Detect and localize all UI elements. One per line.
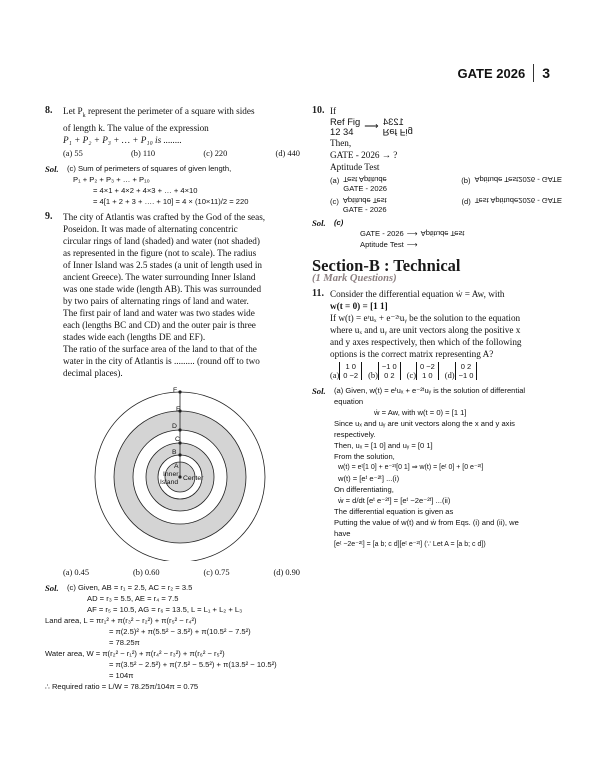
stem-line: The city of Atlantis was crafted by the God of the seas, <box>63 211 266 222</box>
solution-answer: (c) <box>334 218 344 227</box>
section-subtitle: (1 Mark Questions) <box>312 273 397 285</box>
then-label: Then, <box>330 138 352 148</box>
options-row <box>63 148 300 160</box>
option-d[interactable]: (d) 0.90 <box>273 567 300 577</box>
option-c[interactable]: (c) Aptitude Test GATE - 2026 <box>330 196 387 214</box>
stem-line: options is the correct matrix representing A? <box>330 349 494 360</box>
question-8 <box>45 105 300 160</box>
code-output-source: Ref Fig <box>382 127 413 138</box>
label-center: Center <box>183 474 204 482</box>
solution-tag: Sol. <box>45 163 59 174</box>
option-b[interactable]: (b) −1 0 0 2 <box>368 362 401 382</box>
stem-line: was one stade wide (length AB). This was surrounded <box>63 283 262 294</box>
expression: P₁ + P₂ + P₃ + … + P₁₀ is ........ <box>63 134 182 145</box>
option-b[interactable]: (b) 110 <box>131 148 156 158</box>
options-row <box>330 362 562 382</box>
solution-line: = π(3.5² − 2.5²) + π(7.5² − 5.5²) + π(13.5² − 10.5²) <box>109 659 277 669</box>
solution-line: ẇ = Aw, with w(t = 0) = [1 1] <box>374 408 467 418</box>
stem-if: If <box>330 106 337 116</box>
stem-line: of Inner Island was 2.5 stades (a unit of length used in <box>63 259 263 270</box>
question-body <box>330 105 562 214</box>
option-a[interactable]: (a) 1 0 0 −2 <box>330 362 362 382</box>
option-d[interactable]: (d) 0 2 −1 0 <box>445 362 478 382</box>
page-header <box>458 63 550 83</box>
solution-line: equation <box>334 397 364 407</box>
options-row <box>63 567 300 579</box>
left-column <box>45 105 300 692</box>
solution-line: respectively. <box>334 430 376 440</box>
atlantis-rings-figure <box>45 383 300 561</box>
option-b[interactable]: (b) 0.60 <box>133 567 160 577</box>
label-e: E <box>176 405 181 413</box>
solution-11 <box>312 385 562 550</box>
solution-tag: Sol. <box>312 386 326 397</box>
arrow-icon: ⟶ <box>406 229 418 238</box>
solution-line: = 78.25π <box>109 637 140 647</box>
question-number: 9. <box>45 210 53 222</box>
stem-line: where uₓ and uᵧ are unit vectors along the positive x <box>330 325 521 336</box>
solution-10 <box>312 217 562 250</box>
solution-line: Aptitude Test <box>360 240 404 249</box>
solution-line: = π(2.5)² + π(5.5² − 3.5²) + π(10.5² − 7.5²) <box>109 626 251 636</box>
solution-line: (a) Given, w(t) = eᵗuₓ + e⁻²ᵗuᵧ is the solution of differential <box>334 386 526 396</box>
solution-line: The differential equation is given as <box>334 507 454 517</box>
stem-line: and y axes respectively, then which of the following <box>330 337 522 348</box>
header-divider <box>533 64 534 82</box>
stem-line: Poseidon. It was made of alternating concentric <box>63 223 238 234</box>
solution-line: w(t) = [eᵗ e⁻²ᵗ] ...(i) <box>338 474 400 484</box>
stem-line: water in the city of Atlantis is ......... (round off to two <box>63 355 260 366</box>
stem-line: circular rings of land (shaded) and water (not shaded) <box>63 235 260 246</box>
stem-line: The first pair of land and water was two stades wide <box>63 307 255 318</box>
question-line: GATE - 2026 → ? <box>330 150 398 160</box>
stem-line: Consider the differential equation ẇ = Aw, with <box>330 289 505 300</box>
question-number: 10. <box>312 105 325 116</box>
solution-line: [eᵗ −2e⁻²ᵗ] = [a b; c d][eᵗ e⁻²ᵗ] (∵ Let A = [a b; c d]) <box>334 541 486 549</box>
solution-line: From the solution, <box>334 452 395 462</box>
option-a[interactable]: (a) 0.45 <box>63 567 90 577</box>
right-column <box>312 105 562 550</box>
option-a[interactable]: (a) 55 <box>63 148 83 158</box>
question-number: 11. <box>312 288 324 300</box>
code-output-number: 1234 <box>382 116 404 127</box>
option-c[interactable]: (c) 0 −2 1 0 <box>407 362 439 382</box>
stem-line: If w(t) = eᵗuₓ + e⁻²ᵗuᵧ be the solution to the equation <box>330 313 521 324</box>
label-b: B <box>172 448 177 456</box>
solution-line: ẇ = d/dt [eᵗ e⁻²ᵗ] = [eᵗ −2e⁻²ᵗ] ...(ii) <box>338 496 451 506</box>
option-c[interactable]: (c) 220 <box>203 148 228 158</box>
solution-line: ∴ Required ratio = L/W = 78.25π/104π = 0.75 <box>45 681 199 691</box>
option-a[interactable]: (a) Test Aptitude GATE - 2026 <box>330 175 388 193</box>
solution-9 <box>45 582 300 692</box>
solution-line: = 4×1 + 4×2 + 4×3 + … + 4×10 <box>93 185 198 195</box>
label-d: D <box>172 422 177 430</box>
solution-line: (c) Given, AB = r₁ = 2.5, AC = r₂ = 3.5 <box>67 582 193 592</box>
solution-line: Since uₓ and uᵧ are unit vectors along the x and y axis <box>334 419 515 429</box>
question-11 <box>312 288 562 382</box>
solution-line: (c) Sum of perimeters of squares of given length, <box>67 163 232 173</box>
option-c[interactable]: (c) 0.75 <box>203 567 230 577</box>
code-number: 12 34 <box>330 126 354 137</box>
stem-line: stades wide each (lengths DE and EF). <box>63 331 206 342</box>
solution-line: w(t) = eᵗ[1 0] + e⁻²ᵗ[0 1] ⇒ w(t) = [eᵗ 0] + [0 e⁻²ᵗ] <box>338 464 484 472</box>
option-b[interactable]: (b) Aptitude Test2026 - GATE <box>461 175 562 185</box>
coding-example <box>330 117 562 137</box>
question-number: 8. <box>45 105 53 116</box>
stem-line: decimal places). <box>63 367 123 378</box>
solution-line: On differentiating, <box>334 485 394 495</box>
stem-line: each (lengths BC and CD) and the outer pair is three <box>63 319 256 330</box>
options-grid <box>330 175 562 214</box>
solution-line: Land area, L = πr₁² + π(r₃² − r₂²) + π(r₅² − r₄²) <box>45 615 197 625</box>
label-c: C <box>175 435 180 443</box>
label-a: A <box>174 462 179 470</box>
solution-line: = 4[1 + 2 + 3 + …. + 10] = 4 × (10×11)/2 = 220 <box>93 196 249 206</box>
arrow-icon: ⟶ <box>364 121 379 132</box>
solution-tag: Sol. <box>312 218 326 228</box>
solution-line: AD = r₃ = 5.5, AE = r₄ = 7.5 <box>87 593 179 603</box>
page-number: 3 <box>542 65 550 81</box>
question-9-options <box>45 565 300 579</box>
stem-line: Let $P_k$ represent the perimeter of a square with sides <box>63 106 255 119</box>
code-source: Ref Fig <box>330 116 361 127</box>
section-title: Section-B : Technical <box>312 256 461 275</box>
question-body <box>63 105 300 160</box>
solution-line: have <box>334 529 351 539</box>
solution-line: = 104π <box>109 670 134 680</box>
label-inner: Inner <box>163 470 179 478</box>
stem-line: of length k. The value of the expression <box>63 122 209 133</box>
stem-line: ancient Greece). The water surrounding Inner Island <box>63 271 256 282</box>
solution-line: Then, uₓ = [1 0] and uᵧ = [0 1] <box>334 441 433 451</box>
question-word: Aptitude Test <box>330 162 380 172</box>
solution-line: P₁ + P₂ + P₃ + … + P₁₀ <box>73 174 150 184</box>
option-d[interactable]: (d) 440 <box>275 148 300 158</box>
stem-line: w(t = 0) = [1 1] <box>330 301 388 312</box>
solution-line: Water area, W = π(r₂² − r₁²) + π(r₄² − r₃²) + π(r₆² − r₅²) <box>45 648 225 658</box>
solution-line: Putting the value of w(t) and ẇ from Eqs. (i) and (ii), we <box>334 518 519 528</box>
label-island: Island <box>160 478 179 486</box>
question-10 <box>312 105 562 214</box>
running-title: GATE 2026 <box>457 65 526 81</box>
question-9 <box>45 211 300 379</box>
question-body <box>330 288 562 382</box>
solution-line: AF = r₅ = 10.5, AG = r₆ = 13.5, L = L₁ + L₂ + L₃ <box>87 604 243 614</box>
stem-line: The ratio of the surface area of the land to that of the <box>63 343 257 354</box>
solution-line: Aptitude Test <box>420 229 465 238</box>
solution-tag: Sol. <box>45 582 59 593</box>
solution-8 <box>45 163 300 207</box>
question-body <box>63 211 300 379</box>
stem-line: as represented in the figure (not to scale). The radius <box>63 247 257 258</box>
solution-line: GATE - 2026 <box>360 229 404 238</box>
stem-line: by two pairs of alternating rings of land and water. <box>63 295 249 306</box>
arrow-icon: ⟶ <box>406 240 418 249</box>
option-d[interactable]: (d) Test Aptitude2026 - GATE <box>461 196 562 206</box>
label-f: F <box>173 386 178 394</box>
